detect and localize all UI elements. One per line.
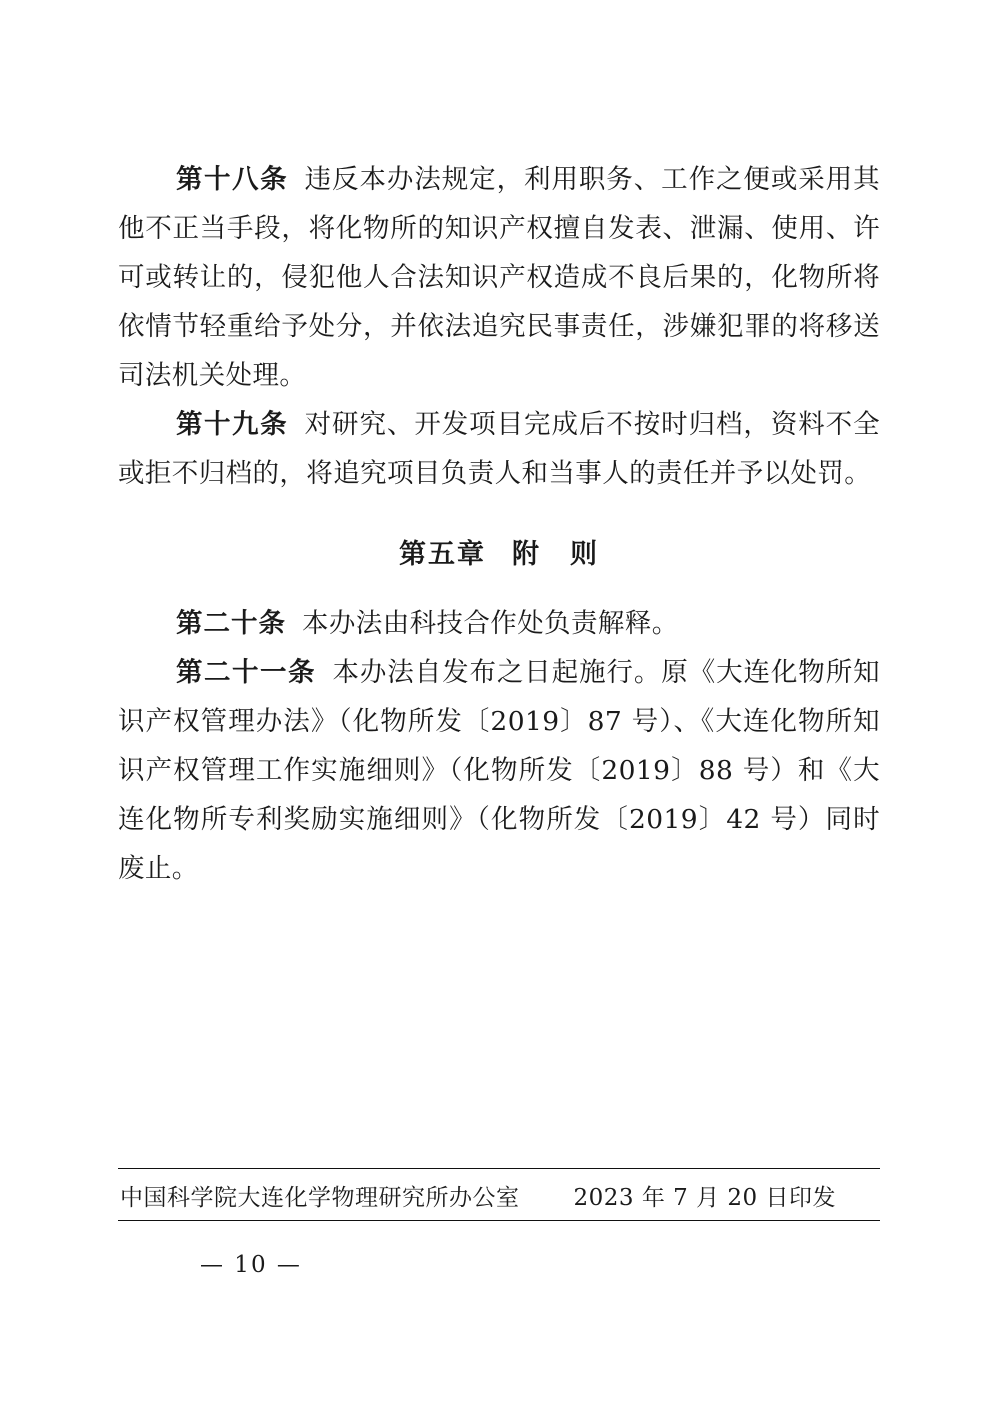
article-18-label: 第十八条 (176, 164, 289, 195)
article-19-text: 对研究、开发项目完成后不按时归档，资料不全或拒不归档的，将追究项目负责人和当事人的责任并予以处罚。 (118, 409, 881, 489)
chapter-5-heading (118, 532, 880, 571)
article-18-block (118, 155, 880, 400)
document-body (118, 155, 880, 893)
article-21-label: 第二十一条 (176, 657, 316, 688)
article-20-block (118, 599, 880, 648)
article-18-paragraph (118, 155, 880, 400)
footer-bottom-rule (118, 1220, 880, 1221)
page-number: — 10 — (200, 1252, 302, 1278)
article-21-text: 本办法自发布之日起施行。原《大连化物所知识产权管理办法》（化物所发〔2019〕87 号）、《大连化物所知识产权管理工作实施细则》（化物所发〔2019〕88 号）和《大连化物所专利奖励实施细则》（化物所发〔2019〕42 号）同时废止。 (118, 657, 880, 884)
chapter-5-number: 第五章 (399, 539, 486, 570)
article-20-paragraph (118, 599, 880, 648)
article-21-block (118, 648, 880, 893)
article-21-paragraph (118, 648, 880, 893)
article-20-text: 本办法由科技合作处负责解释。 (302, 608, 679, 639)
article-19-block (118, 400, 880, 498)
article-19-label: 第十九条 (176, 409, 289, 440)
article-18-text: 违反本办法规定，利用职务、工作之便或采用其他不正当手段，将化物所的知识产权擅自发表、泄漏、使用、许可或转让的，侵犯他人合法知识产权造成不良后果的，化物所将依情节轻重给予处分，并依法追究民事责任，涉嫌犯罪的将移送司法机关处理。 (118, 164, 881, 391)
footer-date: 2023 年 7 月 20 日印发 (573, 1185, 836, 1211)
article-19-paragraph (118, 400, 880, 498)
article-20-label: 第二十条 (176, 608, 286, 639)
chapter-5-name: 附 则 (512, 539, 599, 570)
footer-row (118, 1169, 880, 1220)
footer-issuer: 中国科学院大连化学物理研究所办公室 (120, 1185, 520, 1211)
page-footer (118, 1168, 880, 1221)
